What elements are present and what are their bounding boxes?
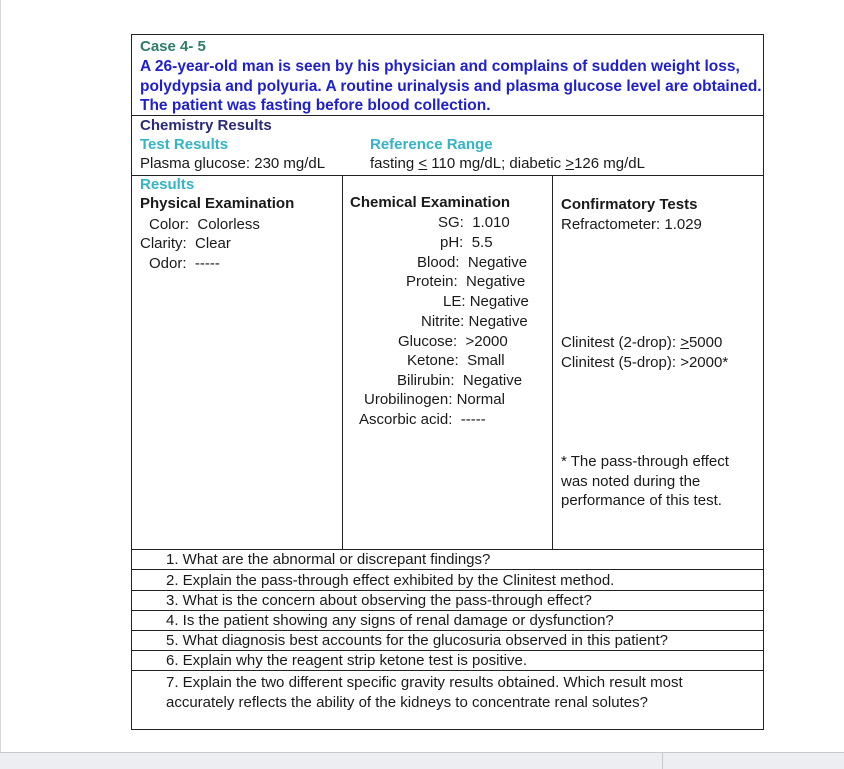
clinitest-5drop-result: Clinitest (5-drop): >2000*	[561, 354, 729, 371]
divider-results	[132, 549, 763, 550]
physical-color: Color: Colorless	[149, 216, 260, 233]
pass-through-footnote: * The pass-through effect was noted during the performance of this test.	[561, 453, 729, 509]
physical-clarity: Clarity: Clear	[140, 235, 231, 252]
divider-q2	[132, 590, 763, 591]
question-3: 3. What is the concern about observing the pass-through effect?	[166, 592, 592, 609]
question-7: 7. Explain the two different specific gravity results obtained. Which result most accurately reflects the ability of the kidneys to concentrate renal solutes?	[166, 674, 683, 711]
chemical-exam-heading: Chemical Examination	[350, 194, 511, 211]
divider-q4	[132, 630, 763, 631]
plasma-glucose-result: Plasma glucose: 230 mg/dL	[140, 155, 326, 172]
question-4: 4. Is the patient showing any signs of renal damage or dysfunction?	[166, 612, 614, 629]
column-divider-1	[342, 175, 343, 549]
horizontal-scrollbar[interactable]	[0, 752, 844, 769]
physical-odor: Odor: -----	[149, 255, 220, 272]
question-2: 2. Explain the pass-through effect exhibited by the Clinitest method.	[166, 572, 615, 589]
chemical-glucose: Glucose: >2000	[398, 333, 508, 350]
refractometer-result: Refractometer: 1.029	[561, 216, 702, 233]
chemical-blood: Blood: Negative	[417, 254, 528, 271]
divider-q5	[132, 650, 763, 651]
chemical-ketone: Ketone: Small	[407, 352, 505, 369]
test-results-heading: Test Results	[140, 136, 229, 153]
chemistry-heading: Chemistry Results	[140, 117, 272, 134]
chemical-le: LE: Negative	[443, 293, 529, 310]
chemical-nitrite: Nitrite: Negative	[421, 313, 528, 330]
case-scenario: A 26-year-old man is seen by his physician and complains of sudden weight loss, polydypsia and polyuria. A routine urinalysis and plasma glucose level are obtained. The patient was fasting before blood collection.	[140, 58, 762, 114]
clinitest-2drop-result: Clinitest (2-drop): >5000	[561, 334, 723, 351]
column-divider-2	[552, 175, 553, 549]
divider-chemistry	[132, 175, 763, 176]
confirmatory-heading: Confirmatory Tests	[561, 196, 698, 213]
question-1: 1. What are the abnormal or discrepant findings?	[166, 551, 491, 568]
chemical-sg: SG: 1.010	[438, 214, 510, 231]
scrollbar-divider	[662, 753, 663, 769]
divider-q6	[132, 670, 763, 671]
divider-q3	[132, 610, 763, 611]
case-document	[131, 34, 764, 730]
case-label: Case 4- 5	[140, 38, 206, 55]
divider-q1	[132, 569, 763, 570]
results-heading: Results	[140, 176, 195, 193]
chemical-bilirubin: Bilirubin: Negative	[397, 372, 523, 389]
chemical-ph: pH: 5.5	[440, 234, 493, 251]
reference-range-value: fasting < 110 mg/dL; diabetic >126 mg/dL	[370, 155, 645, 172]
reference-range-heading: Reference Range	[370, 136, 493, 153]
chemical-ascorbic-acid: Ascorbic acid: -----	[359, 411, 486, 428]
chemical-protein: Protein: Negative	[406, 273, 526, 290]
chemical-urobilinogen: Urobilinogen: Normal	[364, 391, 505, 408]
page-edge	[0, 0, 1, 752]
question-5: 5. What diagnosis best accounts for the glucosuria observed in this patient?	[166, 632, 668, 649]
question-6: 6. Explain why the reagent strip ketone test is positive.	[166, 652, 528, 669]
physical-exam-heading: Physical Examination	[140, 195, 295, 212]
